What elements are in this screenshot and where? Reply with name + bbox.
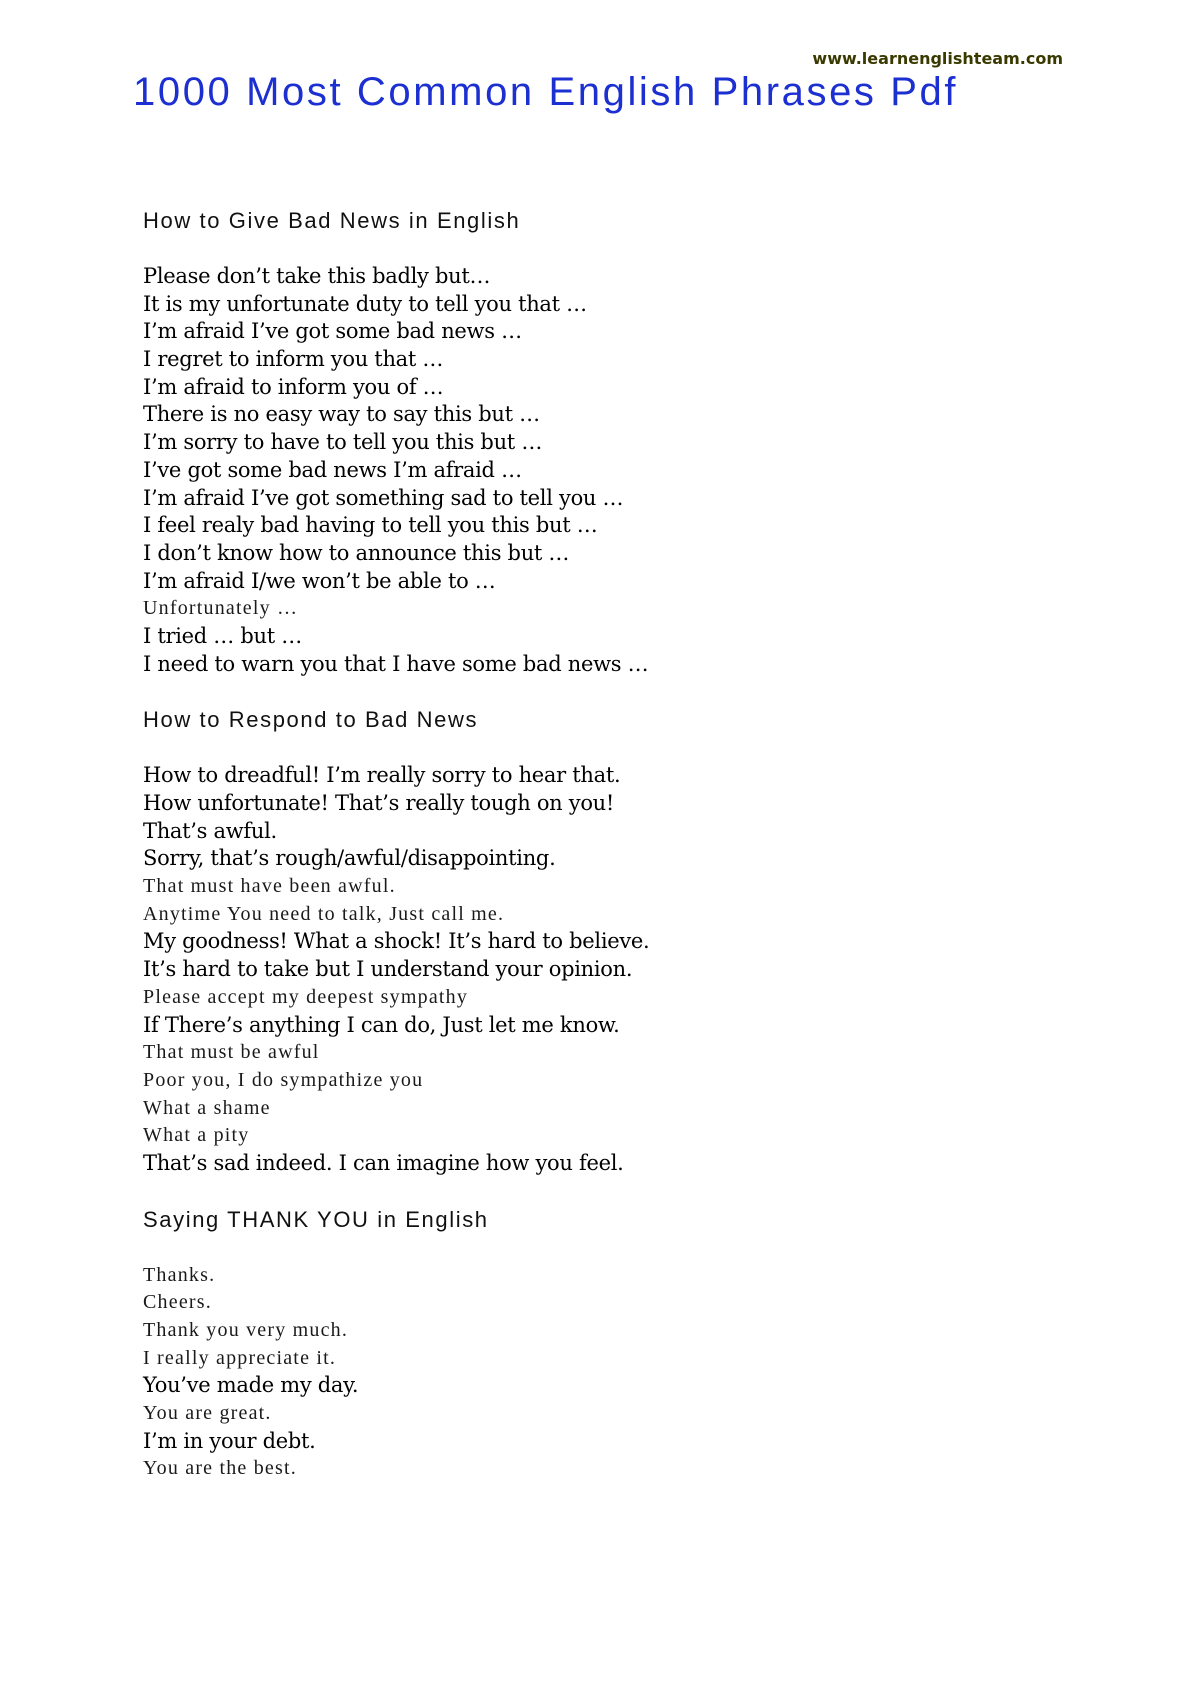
phrase-list [143,263,1103,678]
page-title: 1000 Most Common English Phrases Pdf [133,70,959,114]
site-url: www.learnenglishteam.com [812,49,1063,68]
phrase-item: If There’s anything I can do, Just let me know. [143,1012,620,1037]
section-give-bad-news [143,207,1103,678]
phrase-item: Unfortunately … [143,597,299,620]
phrase-list [143,762,1103,1177]
phrase-item: I’m afraid I’ve got some bad news … [143,319,522,344]
phrase-item: My goodness! What a shock! It’s hard to believe. [143,929,650,954]
phrase-item: I tried … but … [143,623,302,648]
phrase-item: I regret to inform you that … [143,347,444,372]
section-heading: How to Give Bad News in English [143,208,521,233]
phrase-list [143,1262,1103,1484]
phrase-item: I’m sorry to have to tell you this but … [143,430,543,455]
phrase-item: How unfortunate! That’s really tough on you! [143,791,615,815]
phrase-item: What a shame [143,1096,271,1119]
section-heading: Saying THANK YOU in English [143,1206,489,1232]
phrase-item: You’ve made my day. [143,1373,359,1398]
phrase-item: How to dreadful! I’m really sorry to hear that. [143,763,621,788]
phrase-item: I feel realy bad having to tell you this but … [143,513,598,538]
phrase-item: I’m afraid I/we won’t be able to … [143,568,496,593]
phrase-item: Poor you, I do sympathize you [143,1068,424,1091]
phrase-item: That’s sad indeed. I can imagine how you feel. [143,1150,624,1175]
phrase-item: Thanks. [143,1263,216,1286]
phrase-item: That must have been awful. [143,875,396,898]
phrase-item: You are great. [143,1402,272,1425]
phrase-item: That’s awful. [143,818,277,843]
phrase-item: Please don’t take this badly but… [143,264,491,288]
phrase-item: I don’t know how to announce this but … [143,540,570,565]
phrase-item: I need to warn you that I have some bad news … [143,651,649,676]
phrase-item: You are the best. [143,1457,297,1480]
section-thank-you [143,1206,1103,1484]
phrase-item: Sorry, that’s rough/awful/disappointing. [143,846,556,871]
phrase-item: It’s hard to take but I understand your opinion. [143,957,633,982]
section-respond-bad-news [143,706,1103,1177]
phrase-item: I’m in your debt. [143,1428,316,1453]
phrase-item: There is no easy way to say this but … [143,402,540,427]
phrase-item: What a pity [143,1124,250,1147]
phrase-item: Anytime You need to talk, Just call me. [143,902,505,925]
phrase-item: I’m afraid to inform you of … [143,374,444,399]
phrase-item: It is my unfortunate duty to tell you that … [143,291,587,316]
phrase-item: Thank you very much. [143,1319,349,1341]
phrase-item: I’ve got some bad news I’m afraid … [143,457,522,482]
section-heading: How to Respond to Bad News [143,707,479,733]
phrase-item: I really appreciate it. [143,1346,337,1369]
document-body [143,207,1103,1511]
phrase-item: I’m afraid I’ve got something sad to tell you … [143,485,624,510]
phrase-item: Please accept my deepest sympathy [143,985,469,1008]
phrase-item: Cheers. [143,1291,212,1314]
phrase-item: That must be awful [143,1041,320,1064]
